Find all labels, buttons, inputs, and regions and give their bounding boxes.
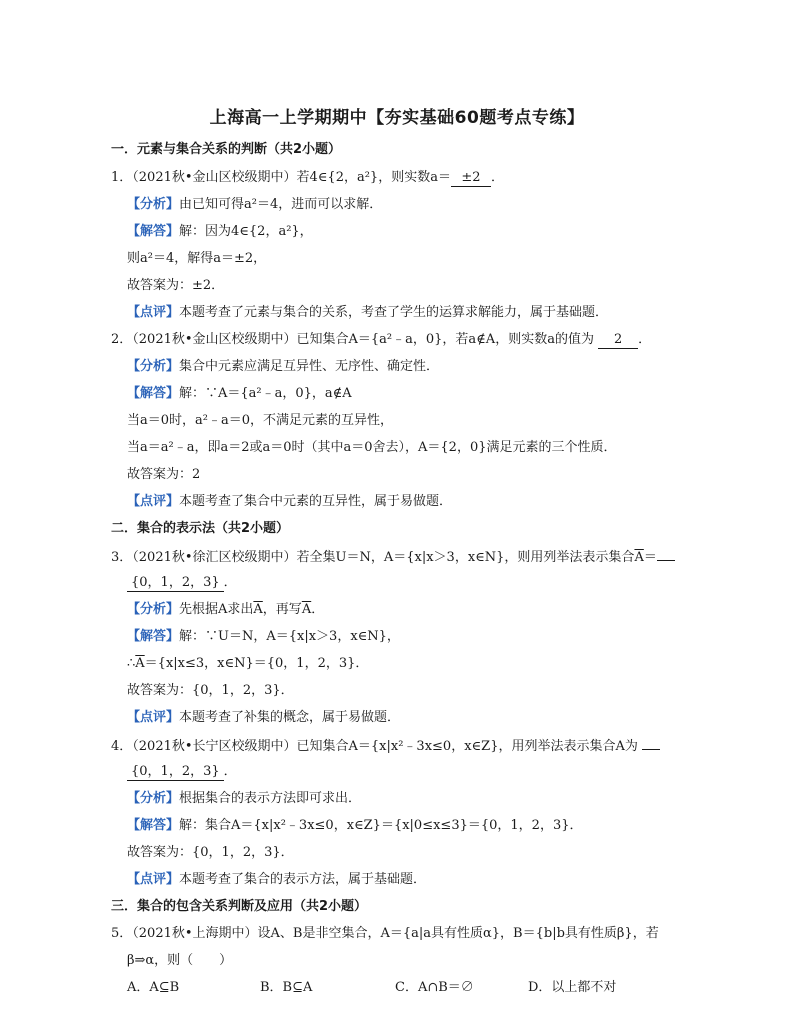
- question-1-solution-line-1: 解：因为4∈{2，a²}，: [179, 224, 313, 239]
- question-3-solution-line-1: 解：∵U＝N，A＝{x|x＞3，x∈N}，: [179, 629, 400, 644]
- question-5-option-c[interactable]: C．A∩B＝∅: [395, 980, 474, 995]
- question-2-text: 2．（2021秋•金山区校级期中）已知集合A＝{a²﹣a，0}，若a∉A，则实数a的值为: [111, 332, 594, 347]
- analysis-tag: 【分析】: [127, 197, 180, 212]
- section-heading-3: 三．集合的包含关系判断及应用（共2小题）: [111, 899, 368, 914]
- question-1-answer: ±2: [451, 170, 491, 187]
- question-5-option-b[interactable]: B．B⊆A: [260, 980, 313, 995]
- question-2-analysis-text: 集合中元素应满足互异性、无序性、确定性．: [179, 359, 440, 374]
- question-4-analysis: [127, 789, 361, 809]
- question-4-answer: {0，1，2，3}: [127, 764, 224, 781]
- question-3-answer: {0，1，2，3}: [127, 575, 224, 592]
- section-heading-2: 二．集合的表示法（共2小题）: [111, 521, 290, 536]
- question-1-analysis: [127, 195, 382, 215]
- question-3-comment: [127, 708, 400, 728]
- question-2-solution-line-3: 当a＝a²﹣a，即a＝2或a＝0时（其中a＝0舍去），A＝{2，0}满足元素的三个性质．: [127, 440, 617, 455]
- analysis-tag: 【分析】: [127, 602, 180, 617]
- solution-tag: 【解答】: [127, 386, 180, 401]
- question-1-end: ．: [490, 170, 504, 185]
- question-3-analysis-comp: $\overline{A}$: [253, 602, 263, 617]
- question-2-answer: 2: [598, 332, 638, 349]
- question-4-text: 4．（2021秋•长宁区校级期中）已知集合A＝{x|x²﹣3x≤0，x∈Z}，用列举法表示集合A为: [111, 739, 638, 754]
- question-4-solution-line-1: 解：集合A＝{x|x²﹣3x≤0，x∈Z}＝{x|0≤x≤3}＝{0，1，2，3}．: [179, 818, 583, 833]
- question-1-solution-line-2: 则a²＝4，解得a＝±2，: [127, 251, 267, 266]
- question-2-comment: [127, 492, 452, 512]
- analysis-tag: 【分析】: [127, 791, 180, 806]
- question-3-complement-symbol: $\overline{A}$: [634, 550, 644, 565]
- question-3-analysis-a: 先根据A求出: [179, 602, 254, 617]
- question-3-solution-line-3: 故答案为：{0，1，2，3}．: [127, 683, 294, 698]
- question-2-solution-line-2: 当a＝0时，a²﹣a＝0，不满足元素的互异性，: [127, 413, 394, 428]
- question-2-analysis: [127, 357, 439, 377]
- question-3-solution-comp: $\overline{A}$: [135, 656, 145, 671]
- question-3-stem-cont: [127, 573, 237, 593]
- question-2-solution: [127, 384, 352, 404]
- question-4-comment-text: 本题考查了集合的表示方法，属于基础题．: [179, 872, 427, 887]
- question-3-solution-line-2: [127, 654, 368, 674]
- question-4-blank-line: [642, 735, 660, 750]
- question-3-solution-line-2-text: ＝{x|x≤3，x∈N}＝{0，1，2，3}．: [144, 656, 369, 671]
- question-4-solution: [127, 816, 583, 836]
- question-1-stem: [111, 168, 504, 188]
- question-3-analysis-b: ，再写: [262, 602, 302, 617]
- question-2-end: ．: [638, 332, 652, 347]
- question-1-comment: [127, 303, 608, 323]
- question-1-solution: [127, 222, 313, 242]
- question-4-end: ．: [223, 764, 237, 779]
- page-title: 上海高一上学期期中【夯实基础60题考点专练】: [209, 108, 585, 128]
- question-5-option-a[interactable]: A．A⊆B: [127, 980, 180, 995]
- question-4-comment: [127, 870, 426, 890]
- comment-tag: 【点评】: [127, 305, 180, 320]
- question-1-text: 1．（2021秋•金山区校级期中）若4∈{2，a²}，则实数a＝: [111, 170, 451, 185]
- question-3-solution: [127, 627, 400, 647]
- question-3-equals: ＝: [643, 550, 657, 565]
- solution-tag: 【解答】: [127, 629, 180, 644]
- question-3-stem: [111, 546, 675, 568]
- question-5-stem-cont: β⇒α，则（ ）: [127, 953, 233, 968]
- question-1-comment-text: 本题考查了元素与集合的关系，考查了学生的运算求解能力，属于基础题．: [179, 305, 609, 320]
- question-4-stem-cont: [127, 762, 237, 782]
- question-2-solution-line-1: 解：∵A＝{a²﹣a，0}，a∉A: [179, 386, 352, 401]
- question-2-stem: [111, 330, 651, 350]
- solution-tag: 【解答】: [127, 224, 180, 239]
- question-3-therefore: ∴: [127, 656, 136, 671]
- question-1-analysis-text: 由已知可得a²＝4，进而可以求解．: [179, 197, 383, 212]
- question-3-analysis: [127, 600, 324, 620]
- question-5-stem: 5．（2021秋•上海期中）设A、B是非空集合，A＝{a|a具有性质α}，B＝{b|b具有性质β}，若: [111, 926, 659, 941]
- section-heading-1: 一．元素与集合关系的判断（共2小题）: [111, 142, 342, 157]
- question-3-text: 3．（2021秋•徐汇区校级期中）若全集U＝N，A＝{x|x＞3，x∈N}，则用列举法表示集合: [111, 550, 635, 565]
- question-4-solution-line-2: 故答案为：{0，1，2，3}．: [127, 845, 294, 860]
- question-3-analysis-end: ．: [311, 602, 325, 617]
- comment-tag: 【点评】: [127, 494, 180, 509]
- comment-tag: 【点评】: [127, 710, 180, 725]
- question-4-analysis-text: 根据集合的表示方法即可求出．: [179, 791, 362, 806]
- question-3-end: ．: [223, 575, 237, 590]
- question-3-blank-line: [657, 546, 675, 561]
- question-1-solution-line-3: 故答案为：±2．: [127, 278, 225, 293]
- comment-tag: 【点评】: [127, 872, 180, 887]
- question-4-stem: [111, 735, 660, 757]
- question-5-option-d[interactable]: D．以上都不对: [528, 980, 617, 995]
- question-2-solution-line-4: 故答案为：2: [127, 467, 201, 482]
- question-3-comment-text: 本题考查了补集的概念，属于易做题．: [179, 710, 401, 725]
- question-2-comment-text: 本题考查了集合中元素的互异性，属于易做题．: [179, 494, 453, 509]
- solution-tag: 【解答】: [127, 818, 180, 833]
- question-3-analysis-comp-2: $\overline{A}$: [301, 602, 312, 617]
- analysis-tag: 【分析】: [127, 359, 180, 374]
